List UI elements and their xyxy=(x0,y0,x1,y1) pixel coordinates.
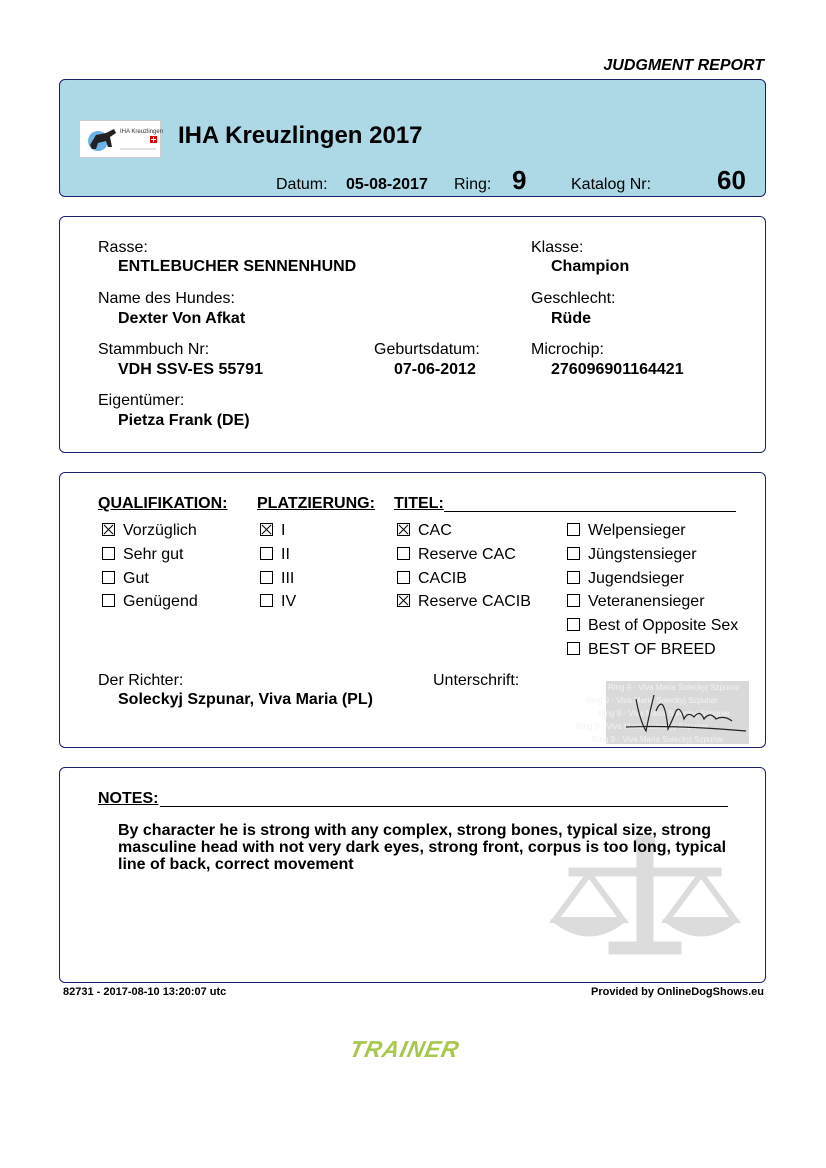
titel_1-option xyxy=(397,570,531,594)
geschlecht-value: Rüde xyxy=(551,310,591,327)
platzierung-option xyxy=(260,570,296,594)
unchecked-box-icon xyxy=(260,594,273,607)
unchecked-box-icon xyxy=(567,618,580,631)
titel-underline xyxy=(444,511,736,512)
titel_2-option-label: Best of Opposite Sex xyxy=(588,617,739,635)
titel_2-option xyxy=(567,570,738,594)
titel_2-option xyxy=(567,522,738,546)
checked-box-icon xyxy=(260,523,273,536)
qualifikation-option xyxy=(102,570,198,594)
unchecked-box-icon xyxy=(102,594,115,607)
qualifikation-option-label: Gut xyxy=(123,569,149,587)
checked-box-icon xyxy=(397,594,410,607)
datum-label: Datum: xyxy=(276,176,328,193)
qualifikation-option-label: Sehr gut xyxy=(123,545,184,563)
platzierung-option xyxy=(260,522,296,546)
signature-watermark-line-3: Ring 9 - Viva Maria Soleckyj Szpunar xyxy=(598,709,730,718)
titel_2-option xyxy=(567,641,738,665)
event-title: IHA Kreuzlingen 2017 xyxy=(178,122,423,149)
richter-label: Der Richter: xyxy=(98,672,184,689)
event-logo xyxy=(79,120,164,158)
judge-signature xyxy=(576,681,749,744)
notes-text: By character he is strong with any complex, strong bones, typical size, strong masculine head with not very dark eyes, strong front, corpus is too long, typical line of back, correct movement xyxy=(118,822,727,873)
geschlecht-label: Geschlecht: xyxy=(531,290,616,307)
qualifikation-option-label: Genügend xyxy=(123,593,198,611)
titel_1-option-label: CAC xyxy=(418,522,452,539)
trainer-brand-logo: TRAINER xyxy=(347,1036,463,1062)
signature-watermark-line-1: Ring 9 - Viva Maria Soleckyj Szpunar xyxy=(608,683,740,692)
unchecked-box-icon xyxy=(260,571,273,584)
platzierung-option xyxy=(260,546,296,570)
titel_2-option xyxy=(567,546,738,570)
stammbuch-value: VDH SSV-ES 55791 xyxy=(118,361,263,378)
platzierung-option xyxy=(260,593,296,617)
titel_1-option-label: Reserve CAC xyxy=(418,545,516,563)
platzierung-option-label: IV xyxy=(281,593,297,611)
platzierung-heading: PLATZIERUNG: xyxy=(257,495,375,512)
geburtsdatum-value: 07-06-2012 xyxy=(394,361,476,378)
signature-watermark-line-2: Ring 9 - Viva Maria Soleckyj Szpunar xyxy=(586,696,718,705)
titel_1-option-label: CACIB xyxy=(418,569,467,587)
event-header xyxy=(59,79,766,197)
unchecked-box-icon xyxy=(397,571,410,584)
unchecked-box-icon xyxy=(567,547,580,560)
titel-list-1 xyxy=(397,522,531,617)
unchecked-box-icon xyxy=(102,571,115,584)
klasse-label: Klasse: xyxy=(531,239,584,256)
unchecked-box-icon xyxy=(567,571,580,584)
judgment-section xyxy=(59,472,766,748)
geburtsdatum-label: Geburtsdatum: xyxy=(374,341,480,358)
qualifikation-option-label: Vorzüglich xyxy=(123,522,197,539)
qualifikation-option xyxy=(102,546,198,570)
notes-heading: NOTES: xyxy=(98,790,159,807)
unchecked-box-icon xyxy=(102,547,115,560)
owner-value: Pietza Frank (DE) xyxy=(118,412,250,429)
footer-timestamp: 82731 - 2017-08-10 13:20:07 utc xyxy=(63,986,227,998)
katalog-label: Katalog Nr: xyxy=(571,176,652,193)
unchecked-box-icon xyxy=(260,547,273,560)
logo-text: IHA Kreuzlingen xyxy=(120,129,164,135)
titel_2-option-label: Welpensieger xyxy=(588,522,686,539)
microchip-value: 276096901164421 xyxy=(551,361,684,378)
unchecked-box-icon xyxy=(397,547,410,560)
richter-value: Soleckyj Szpunar, Viva Maria (PL) xyxy=(118,691,373,708)
rasse-value: ENTLEBUCHER SENNENHUND xyxy=(118,258,357,275)
unchecked-box-icon xyxy=(567,594,580,607)
notes-section xyxy=(59,767,766,983)
titel_2-option xyxy=(567,593,738,617)
titel_1-option xyxy=(397,546,531,570)
unchecked-box-icon xyxy=(567,642,580,655)
ring-label: Ring: xyxy=(454,176,492,193)
unterschrift-label: Unterschrift: xyxy=(433,672,520,689)
katalog-value: 60 xyxy=(717,165,746,195)
signature-watermark-line-5: Ring 9 - Viva Maria Soleckyj Szpunar xyxy=(592,735,724,744)
platzierung-list xyxy=(260,522,296,617)
ring-value: 9 xyxy=(512,165,527,195)
klasse-value: Champion xyxy=(551,258,630,275)
titel-list-2 xyxy=(567,522,738,665)
rasse-label: Rasse: xyxy=(98,239,148,256)
footer-provider: Provided by OnlineDogShows.eu xyxy=(591,986,764,998)
platzierung-option-label: II xyxy=(281,545,290,563)
signature-watermark-line-4: Ring 9 - Viva Maria Soleckyj Szpunar xyxy=(576,722,708,731)
titel_1-option xyxy=(397,522,531,546)
titel_2-option-label: Veteranensieger xyxy=(588,593,705,611)
titel_1-option-label: Reserve CACIB xyxy=(418,593,531,611)
qualifikation-option xyxy=(102,522,198,546)
notes-underline xyxy=(160,806,728,807)
qualifikation-list xyxy=(102,522,198,617)
titel_2-option xyxy=(567,617,738,641)
unchecked-box-icon xyxy=(567,523,580,536)
dog-info-section xyxy=(59,216,766,453)
microchip-label: Microchip: xyxy=(531,341,604,358)
qualifikation-heading: QUALIFIKATION: xyxy=(98,495,228,512)
titel_2-option-label: Jüngstensieger xyxy=(588,545,697,563)
checked-box-icon xyxy=(102,523,115,536)
report-title: JUDGMENT REPORT xyxy=(603,57,764,74)
name-value: Dexter Von Afkat xyxy=(118,310,246,327)
owner-label: Eigentümer: xyxy=(98,392,185,409)
datum-value: 05-08-2017 xyxy=(346,176,428,193)
name-label: Name des Hundes: xyxy=(98,290,235,307)
titel_1-option xyxy=(397,593,531,617)
platzierung-option-label: I xyxy=(281,522,286,539)
qualifikation-option xyxy=(102,593,198,617)
stammbuch-label: Stammbuch Nr: xyxy=(98,341,210,358)
titel_2-option-label: Jugendsieger xyxy=(588,569,685,587)
platzierung-option-label: III xyxy=(281,569,295,587)
checked-box-icon xyxy=(397,523,410,536)
titel-heading: TITEL: xyxy=(394,495,444,512)
titel_2-option-label: BEST OF BREED xyxy=(588,640,716,658)
